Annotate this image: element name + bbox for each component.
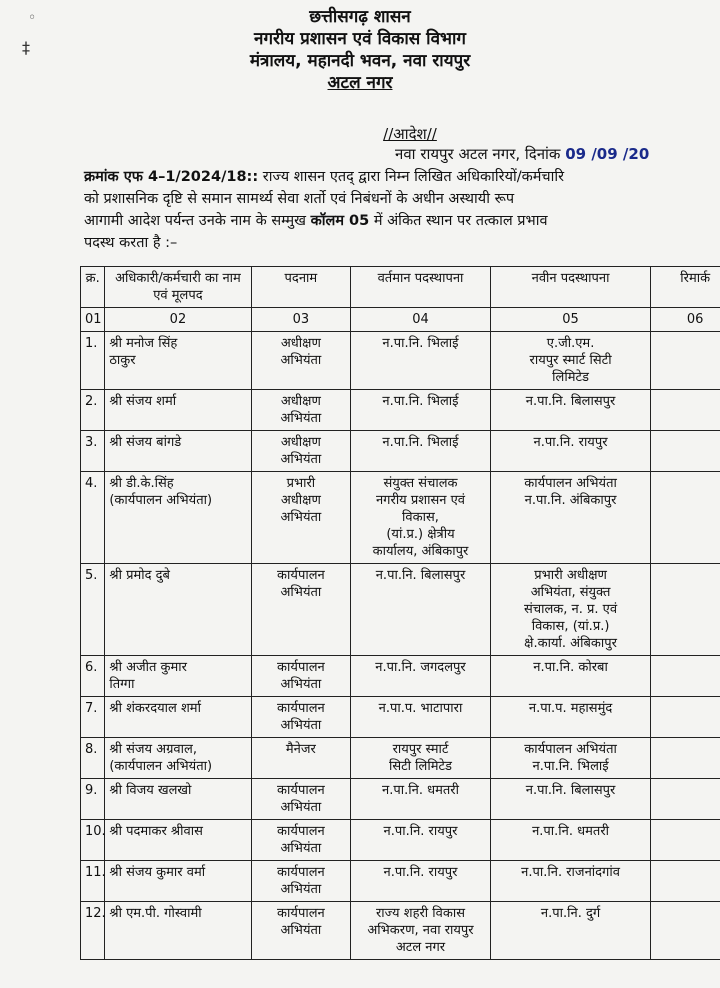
cell-serial: 8. — [81, 738, 105, 779]
order-title: //आदेश// — [383, 125, 437, 143]
cell-current-posting — [351, 472, 491, 564]
cell-line: रायपुर स्मार्ट सिटी — [529, 353, 612, 368]
cell-line: न.पा.नि. भिलाई — [532, 759, 609, 774]
cell-serial: 11. — [81, 861, 105, 902]
cell-line: संचालक, न. प्र. एवं — [524, 602, 618, 617]
cell-line: रायपुर स्मार्ट — [392, 742, 449, 757]
cell-designation — [251, 902, 351, 960]
cell-line: अभियंता — [280, 841, 322, 856]
cell-new-posting — [490, 738, 651, 779]
body-line: को प्रशासनिक दृष्टि से समान सामर्थ्य सेवा शर्तो एवं निबंधनों के अधीन अस्थायी रूप — [84, 191, 515, 207]
cell-new-posting — [490, 861, 651, 902]
cell-line: सिटी लिमिटेड — [388, 759, 453, 774]
cell-line: श्री मनोज सिंह — [109, 336, 178, 351]
cell-line: अभियंता — [280, 882, 322, 897]
cell-current-posting — [351, 902, 491, 960]
cell-line: अभियंता — [280, 510, 322, 525]
cell-line: संयुक्त संचालक — [383, 476, 458, 491]
cell-serial: 5. — [81, 564, 105, 656]
cell-current-posting — [351, 820, 491, 861]
cell-line: कार्यपालन — [277, 783, 325, 798]
order-place: नवा रायपुर अटल नगर, दिनांक — [395, 145, 561, 163]
table-row — [81, 431, 720, 472]
cell-remark — [651, 820, 720, 861]
cell-remark — [651, 472, 720, 564]
cell-new-posting — [490, 779, 651, 820]
cell-line: श्री संजय शर्मा — [109, 394, 177, 409]
cell-designation — [251, 656, 351, 697]
cell-line: अभियंता — [280, 585, 322, 600]
cell-line: अभियंता — [280, 677, 322, 692]
cell-line: ए.जी.एम. — [546, 336, 595, 351]
cell-name — [105, 472, 251, 564]
cell-serial: 3. — [81, 431, 105, 472]
cell-new-posting — [490, 697, 651, 738]
header-serial: क्र. — [81, 267, 105, 308]
table-row — [81, 472, 720, 564]
ministry-address: मंत्रालय, महानदी भवन, नवा रायपुर — [249, 51, 471, 71]
column-number: 06 — [651, 308, 720, 332]
cell-new-posting — [490, 564, 651, 656]
cell-designation — [251, 332, 351, 390]
cell-serial: 7. — [81, 697, 105, 738]
cell-new-posting — [490, 656, 651, 697]
cell-line: न.पा.नि. कोरबा — [533, 660, 608, 675]
cell-remark — [651, 390, 720, 431]
cell-new-posting — [490, 431, 651, 472]
cell-line: न.पा.प. भाटापारा — [378, 701, 463, 716]
cell-name — [105, 902, 251, 960]
cell-line: अधीक्षण — [280, 336, 321, 351]
cell-name — [105, 431, 251, 472]
body-line: पदस्थ करता है :– — [84, 235, 178, 251]
cell-line: न.पा.नि. जगदलपुर — [375, 660, 466, 675]
cell-line: ठाकुर — [109, 353, 136, 368]
table-row — [81, 564, 720, 656]
cell-designation — [251, 861, 351, 902]
cell-line: कार्यपालन अभियंता — [524, 476, 617, 491]
column-number: 01 — [81, 308, 105, 332]
column-number: 05 — [490, 308, 651, 332]
cell-designation — [251, 390, 351, 431]
cell-current-posting — [351, 697, 491, 738]
cell-name — [105, 656, 251, 697]
cell-current-posting — [351, 738, 491, 779]
cell-line: न.पा.नि. भिलाई — [382, 394, 459, 409]
cell-line: कार्यपालन — [277, 660, 325, 675]
department-name: नगरीय प्रशासन एवं विकास विभाग — [254, 29, 466, 49]
cell-line: राज्य शहरी विकास — [375, 906, 466, 921]
cell-remark — [651, 564, 720, 656]
cell-line: श्री विजय खलखो — [109, 783, 192, 798]
cell-serial: 1. — [81, 332, 105, 390]
cell-line: न.पा.नि. धमतरी — [382, 783, 459, 798]
cell-line: विकास, — [402, 510, 439, 525]
cell-name — [105, 697, 251, 738]
cell-line: श्री प्रमोद दुबे — [109, 568, 170, 583]
cell-current-posting — [351, 779, 491, 820]
cell-line: अधीक्षण — [280, 493, 321, 508]
table-body — [81, 332, 720, 960]
cell-line: न.पा.नि. रायपुर — [383, 865, 458, 880]
cell-line: अभियंता, संयुक्त — [530, 585, 611, 600]
cell-line: अटल नगर — [395, 940, 446, 955]
body-line — [84, 210, 720, 232]
cell-line: अभियंता — [280, 353, 322, 368]
government-name: छत्तीसगढ़ शासन — [309, 7, 411, 27]
order-number: क्रमांक एफ 4–1/2024/18:: — [84, 169, 259, 185]
cell-new-posting — [490, 472, 651, 564]
cell-designation — [251, 697, 351, 738]
table-row — [81, 390, 720, 431]
cell-line: श्री संजय अग्रवाल, — [109, 742, 197, 757]
margin-mark: ◦ — [28, 10, 37, 26]
cell-line: श्री संजय बांगडे — [109, 435, 182, 450]
cell-remark — [651, 861, 720, 902]
cell-line: कार्यपालन — [277, 906, 325, 921]
cell-remark — [651, 738, 720, 779]
cell-remark — [651, 656, 720, 697]
cell-line: अधीक्षण — [280, 394, 321, 409]
cell-line: श्री डी.के.सिंह — [109, 476, 174, 491]
cell-line: श्री एम.पी. गोस्वामी — [109, 906, 202, 921]
cell-current-posting — [351, 564, 491, 656]
order-date: 09 /09 /20 — [565, 145, 650, 163]
cell-line: लिमिटेड — [552, 370, 589, 385]
cell-serial: 9. — [81, 779, 105, 820]
cell-current-posting — [351, 861, 491, 902]
cell-name — [105, 779, 251, 820]
cell-line: अभियंता — [280, 411, 322, 426]
cell-line: मैनेजर — [285, 742, 316, 757]
cell-line: अभियंता — [280, 923, 322, 938]
cell-line: अभिकरण, नवा रायपुर — [367, 923, 474, 938]
header-current-posting: वर्तमान पदस्थापना — [351, 267, 491, 308]
cell-line: न.पा.नि. अंबिकापुर — [524, 493, 617, 508]
cell-line: श्री पदमाकर श्रीवास — [109, 824, 203, 839]
column-number-row — [81, 308, 720, 332]
table-row — [81, 779, 720, 820]
cell-line: श्री अजीत कुमार — [109, 660, 187, 675]
cell-designation — [251, 779, 351, 820]
cell-line: न.पा.नि. बिलासपुर — [525, 394, 616, 409]
cell-line: न.पा.नि. रायपुर — [533, 435, 608, 450]
cell-remark — [651, 697, 720, 738]
cell-line: न.पा.नि. बिलासपुर — [375, 568, 466, 583]
cell-line: प्रभारी अधीक्षण — [534, 568, 607, 583]
header-remark: रिमार्क — [651, 267, 720, 308]
cell-remark — [651, 902, 720, 960]
cell-serial: 10. — [81, 820, 105, 861]
cell-line: न.पा.नि. राजनांदगांव — [521, 865, 620, 880]
cell-line: श्री शंकरदयाल शर्मा — [109, 701, 201, 716]
cell-line: श्री संजय कुमार वर्मा — [109, 865, 206, 880]
cell-designation — [251, 472, 351, 564]
header-new-posting: नवीन पदस्थापना — [490, 267, 651, 308]
order-place-date — [395, 144, 649, 164]
cell-designation — [251, 738, 351, 779]
cell-line: न.पा.नि. दुर्ग — [540, 906, 601, 921]
cell-name — [105, 332, 251, 390]
cell-line: (कार्यपालन अभियंता) — [109, 759, 213, 774]
city-name: अटल नगर — [327, 73, 393, 93]
cell-new-posting — [490, 332, 651, 390]
table-row — [81, 902, 720, 960]
letterhead — [0, 6, 720, 94]
cell-serial: 6. — [81, 656, 105, 697]
cell-designation — [251, 431, 351, 472]
posting-table — [80, 266, 720, 960]
cell-name — [105, 738, 251, 779]
cell-line: तिग्गा — [109, 677, 135, 692]
table-row — [81, 820, 720, 861]
cell-name — [105, 861, 251, 902]
header-name: अधिकारी/कर्मचारी का नाम एवं मूलपद — [105, 267, 251, 308]
margin-mark: ‡ — [22, 38, 30, 57]
table-row — [81, 656, 720, 697]
cell-line: कार्यपालन अभियंता — [524, 742, 617, 757]
cell-serial: 12. — [81, 902, 105, 960]
column-number: 04 — [351, 308, 491, 332]
body-text: आगामी आदेश पर्यन्त उनके नाम के सम्मुख — [84, 213, 311, 229]
cell-line: न.पा.प. महासमुंद — [528, 701, 613, 716]
table-header-row — [81, 267, 720, 308]
cell-line: न.पा.नि. धमतरी — [532, 824, 610, 839]
cell-name — [105, 820, 251, 861]
cell-line: क्षे.कार्या. अंबिकापुर — [524, 636, 617, 651]
cell-name — [105, 564, 251, 656]
cell-line: न.पा.नि. रायपुर — [383, 824, 458, 839]
column-number: 03 — [251, 308, 351, 332]
cell-line: नगरीय प्रशासन एवं — [375, 493, 466, 508]
cell-line: प्रभारी — [286, 476, 316, 491]
cell-remark — [651, 332, 720, 390]
table-row — [81, 861, 720, 902]
cell-remark — [651, 779, 720, 820]
cell-line: अभियंता — [280, 452, 322, 467]
cell-line: कार्यपालन — [277, 568, 325, 583]
table-row — [81, 738, 720, 779]
cell-line: अभियंता — [280, 800, 322, 815]
table-row — [81, 697, 720, 738]
cell-line: अधीक्षण — [280, 435, 321, 450]
cell-line: कार्यपालन — [277, 824, 325, 839]
cell-line: अभियंता — [280, 718, 322, 733]
cell-line: न.पा.नि. भिलाई — [382, 435, 459, 450]
header-designation: पदनाम — [251, 267, 351, 308]
cell-designation — [251, 564, 351, 656]
cell-current-posting — [351, 431, 491, 472]
cell-serial: 2. — [81, 390, 105, 431]
cell-current-posting — [351, 332, 491, 390]
cell-serial: 4. — [81, 472, 105, 564]
cell-name — [105, 390, 251, 431]
cell-new-posting — [490, 820, 651, 861]
cell-line: न.पा.नि. भिलाई — [382, 336, 459, 351]
cell-current-posting — [351, 656, 491, 697]
cell-new-posting — [490, 902, 651, 960]
cell-remark — [651, 431, 720, 472]
body-text: में अंकित स्थान पर तत्काल प्रभाव — [369, 213, 548, 229]
cell-line: कार्यपालन — [277, 701, 325, 716]
body-text: राज्य शासन एतद् द्वारा निम्न लिखित अधिकारियों/कर्मचारि — [258, 169, 565, 185]
cell-line: (यां.प्र.) क्षेत्रीय — [386, 527, 455, 542]
cell-line: कार्यपालन — [277, 865, 325, 880]
cell-line: विकास, (यां.प्र.) — [531, 619, 610, 634]
order-body — [84, 166, 720, 254]
cell-line: न.पा.नि. बिलासपुर — [525, 783, 616, 798]
column-reference: कॉलम 05 — [310, 213, 370, 229]
cell-line: (कार्यपालन अभियंता) — [109, 493, 213, 508]
column-number: 02 — [105, 308, 251, 332]
cell-new-posting — [490, 390, 651, 431]
table-row — [81, 332, 720, 390]
cell-line: कार्यालय, अंबिकापुर — [372, 544, 469, 559]
body-line — [84, 166, 720, 188]
cell-current-posting — [351, 390, 491, 431]
cell-designation — [251, 820, 351, 861]
